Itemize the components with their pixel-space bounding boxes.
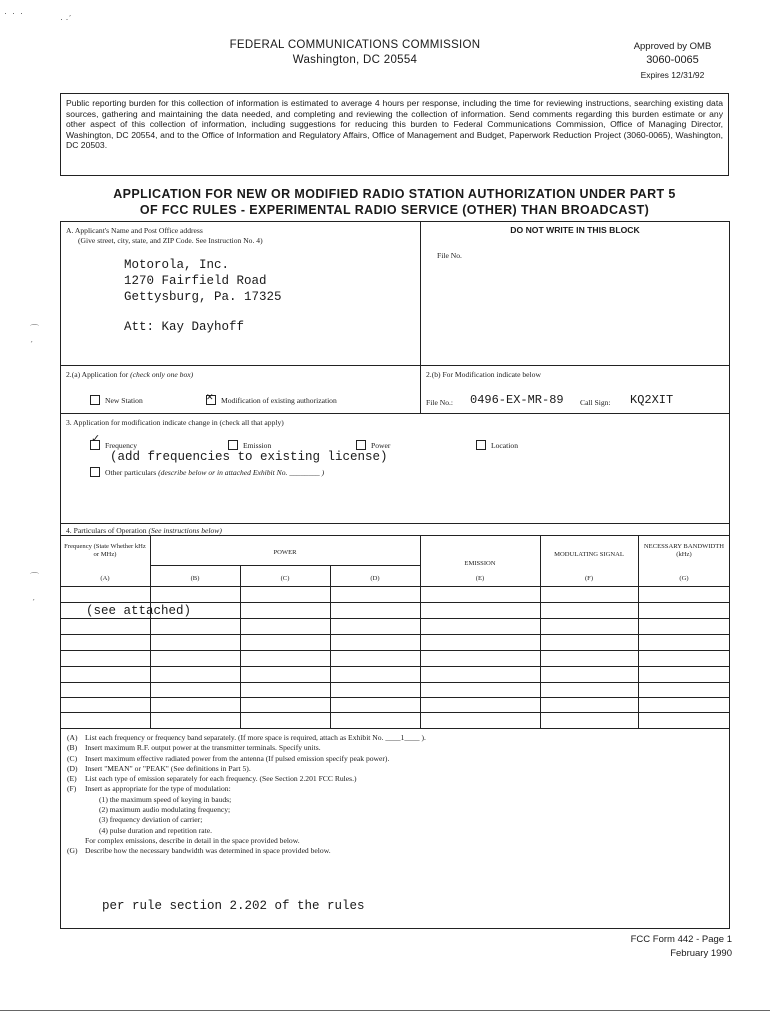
section-a-label: A. Applicant's Name and Post Office address <box>66 226 203 235</box>
typed-frequency-note: (add frequencies to existing license) <box>110 450 388 464</box>
table-vline <box>638 535 639 728</box>
bandwidth-header: NECESSARY BANDWIDTH (kHz) <box>643 543 725 558</box>
section-4-label <box>66 526 222 535</box>
section-3-label: 3. Application for modification indicate change in (check all that apply) <box>66 418 284 427</box>
table-hline <box>60 666 730 667</box>
office-file-label: File No. <box>437 251 462 260</box>
instruction-item: (C) Insert maximum effective radiated power from the antenna (If pulsed emission specify peak power). <box>67 753 390 763</box>
table-hline <box>60 650 730 651</box>
table-hline <box>150 565 420 566</box>
table-hline <box>60 602 730 603</box>
section-2b-file-value: 0496-EX-MR-89 <box>470 393 564 407</box>
form-title-line1: APPLICATION FOR NEW OR MODIFIED RADIO STATION AUTHORIZATION UNDER PART 5 <box>113 187 676 201</box>
section-2b-label: 2.(b) For Modification indicate below <box>426 370 541 379</box>
col-d-key: (D) <box>370 575 380 582</box>
scan-speck: ⌒ <box>30 324 40 334</box>
burden-statement: Public reporting burden for this collection of information is estimated to average 4 hours per response, including the time for reviewing instructions, searching existing data sources, gathering and maintaining the data needed, and completing and reviewing the collection of information. Send comments regarding this burden estimate or any other aspect of this collection of information, including suggestions for reducing this burden to Federal Communications Commission, Office of Managing Director, Washington, DC 20554, and to the Office of Information and Regulatory Affairs, Office of Management and Budget, Paperwork Reduction Project (3060-0065), Washington, DC 20503. <box>60 93 729 176</box>
form-title-line2: OF FCC RULES - EXPERIMENTAL RADIO SERVICE (OTHER) THAN BROADCAST) <box>139 203 650 217</box>
office-block-title: DO NOT WRITE IN THIS BLOCK <box>510 225 640 235</box>
table-hline <box>60 697 730 698</box>
page-bottom-rule <box>0 1010 770 1011</box>
header-agency: FEDERAL COMMUNICATIONS COMMISSION <box>229 39 481 51</box>
table-vline <box>150 535 151 728</box>
table-vline <box>540 535 541 728</box>
applicant-name: Motorola, Inc. <box>124 258 230 272</box>
other-particulars-option[interactable] <box>90 468 324 478</box>
table-hline <box>60 634 730 635</box>
new-station-label: New Station <box>105 396 143 405</box>
other-particulars-checkbox[interactable] <box>90 467 100 477</box>
scan-speck: ˊ <box>32 598 35 608</box>
col-f-key: (F) <box>584 575 594 582</box>
emission-checkbox[interactable] <box>228 440 238 450</box>
rule <box>420 221 421 413</box>
scan-speck: · ·ˊ <box>60 14 72 24</box>
location-checkbox[interactable] <box>476 440 486 450</box>
col-a-key: (A) <box>100 575 110 582</box>
rule <box>60 535 730 536</box>
instruction-item: (B) Insert maximum R.F. output power at the transmitter terminals. Specify units. <box>67 743 321 753</box>
applicant-street: 1270 Fairfield Road <box>124 274 267 288</box>
modification-option[interactable] <box>206 396 337 406</box>
col-g-key: (G) <box>679 575 689 582</box>
instruction-item: (F) Insert as appropriate for the type of modulation: <box>67 784 231 794</box>
scan-speck: ˊ <box>30 340 33 350</box>
header-city: Washington, DC 20554 <box>292 54 418 66</box>
power-label: Power <box>371 441 391 450</box>
section-2b-file-label: File No.: <box>426 398 454 407</box>
instruction-item: (4) pulse duration and repetition rate. <box>99 825 213 835</box>
scan-speck: · · · <box>4 8 23 18</box>
new-station-option[interactable] <box>90 396 143 406</box>
col-e-key: (E) <box>475 575 485 582</box>
section-a-sublabel: (Give street, city, state, and ZIP Code. See Instruction No. 4) <box>78 236 263 245</box>
bandwidth-explanation: per rule section 2.202 of the rules <box>102 899 365 913</box>
instruction-item: For complex emissions, describe in detail in the space provided below. <box>85 835 300 845</box>
frequency-label: Frequency <box>105 441 138 450</box>
emission-header: EMISSION <box>464 560 496 567</box>
col-b-key: (B) <box>190 575 200 582</box>
new-station-checkbox[interactable] <box>90 395 100 405</box>
location-label: Location <box>491 441 518 450</box>
omb-expires: Expires 12/31/92 <box>640 70 705 80</box>
form-number: FCC Form 442 - Page 1 <box>630 934 732 945</box>
modification-checkbox[interactable] <box>206 395 216 405</box>
other-particulars-hint: (describe below or in attached Exhibit No. ________ ) <box>158 468 325 477</box>
power-header: POWER <box>273 549 297 556</box>
rule <box>60 365 730 366</box>
frequency-checkbox[interactable] <box>90 440 100 450</box>
modification-label: Modification of existing authorization <box>221 396 337 405</box>
section-2a-text: 2.(a) Application for <box>66 370 129 379</box>
applicant-city: Gettysburg, Pa. 17325 <box>124 290 282 304</box>
section-4-hint: (See instructions below) <box>148 526 222 535</box>
instruction-item: (1) the maximum speed of keying in bauds; <box>99 794 232 804</box>
rule <box>60 523 730 524</box>
table-vline <box>330 565 331 728</box>
instruction-item: (A) List each frequency or frequency band separately. (If more space is required, attach as Exhibit No. ____1____ ). <box>67 733 426 742</box>
modulating-header: MODULATING SIGNAL <box>554 551 624 558</box>
table-hline <box>60 682 730 683</box>
applicant-attention: Att: Kay Dayhoff <box>124 320 245 334</box>
instruction-item: (2) maximum audio modulating frequency; <box>99 805 231 815</box>
instruction-item: (G) Describe how the necessary bandwidth was determined in space provided below. <box>67 846 331 856</box>
rule <box>60 413 730 414</box>
table-hline <box>60 586 730 587</box>
emission-label: Emission <box>243 441 272 450</box>
instructions-list <box>67 733 707 857</box>
col-a-header: Frequency (State Whether kHz or MHz) <box>64 543 146 558</box>
omb-number: 3060-0065 <box>646 54 699 66</box>
power-checkbox[interactable] <box>356 440 366 450</box>
table-hline <box>60 728 730 729</box>
section-2b-call-value: KQ2XIT <box>630 393 674 407</box>
instruction-item: (3) frequency deviation of carrier; <box>99 815 203 825</box>
section-2a-label <box>66 370 193 379</box>
other-particulars-label: Other particulars <box>105 468 157 477</box>
section-2a-hint: (check only one box) <box>130 370 194 379</box>
instruction-item: (E) List each type of emission separately for each frequency. (See Section 2.201 FCC Rules.) <box>67 774 357 784</box>
omb-approval: Approved by OMB <box>633 41 712 52</box>
scan-speck: ⌒ <box>30 572 40 582</box>
table-vline <box>240 565 241 728</box>
col-c-key: (C) <box>280 575 290 582</box>
location-option[interactable] <box>476 441 518 451</box>
form-date: February 1990 <box>670 948 732 959</box>
section-2b-call-label: Call Sign: <box>580 398 611 407</box>
typed-see-attached: (see attached) <box>86 604 192 618</box>
section-4-text: 4. Particulars of Operation <box>66 526 147 535</box>
table-hline <box>60 712 730 713</box>
instruction-item: (D) Insert "MEAN" or "PEAK" (See definitions in Part 5). <box>67 763 251 773</box>
